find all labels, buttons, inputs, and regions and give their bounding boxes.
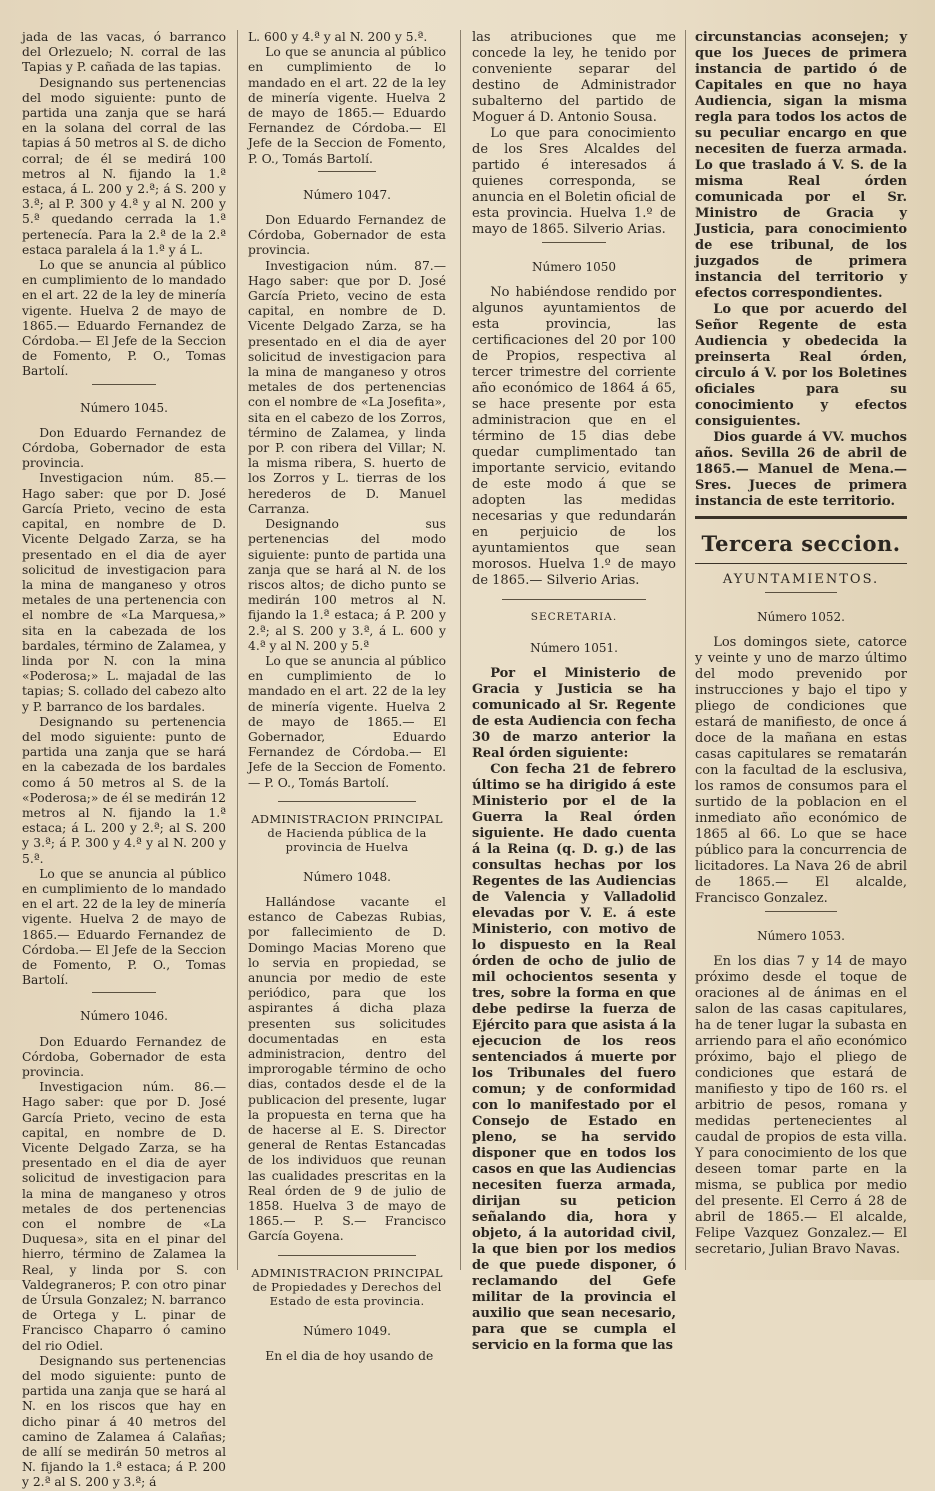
notice-number: Número 1050 (531, 260, 617, 274)
notice-number: Número 1045. (80, 400, 168, 415)
paragraph: Los domingos siete, catorce y veinte y uno de marzo último del modo prevenido por instrucciones y bajo el tipo y pliego de condiciones que estará de manifiesto, de once á doce de la mañana en estas casas capitulares se rematarán con la facultad de la esclusiva, los ramos de consumos para el surtido de la poblacion en el inmediato año económico de 1865 al 66. Lo que se hace público para la concurrencia de licitadores. La Nava 26 de abril de 1865.— El alcalde, Francisco Gonzalez. (695, 635, 907, 906)
divider (695, 516, 907, 519)
divider (765, 911, 837, 912)
paragraph: Investigacion núm. 87.— Hago saber: que por D. José García Prieto, vecino de esta capital, en nombre de D. Vicente Delgado Zarza, se ha presentado en el dia de ayer solicitud de investigacion para la mina de manganeso y otros metales de dos pertenencias con el nombre de «La Josefita», sita en el cabezo de los Zorros, término de Zalamea, y linda por P. con ribera del Villar; N. la misma ribera, S. huerto de los Zorros y L. tierras de los herederos de D. Manuel Carranza. (248, 258, 446, 516)
paragraph: Designando su pertenencia del modo siguiente: punto de partida una zanja que se hará en la cabezada de los bardales como á 50 metros al S. de la «Poderosa;» de él se medirán 12 metros al N. fijando la 1.ª estaca; á L. 200 y 2.ª; al S. 200 y 3.ª; á P. 300 y 4.ª y al N. 200 y 5.ª. (22, 714, 226, 866)
paragraph: Don Eduardo Fernandez de Córdoba, Gobernador de esta provincia. (22, 425, 226, 471)
section-subheading: AYUNTAMIENTOS. (722, 572, 880, 587)
notice-number: Número 1053. (757, 929, 845, 943)
paragraph: Investigacion núm. 85.— Hago saber: que por D. José García Prieto, vecino de esta capital, en nombre de D. Vicente Delgado Zarza, se ha presentado en el dia de ayer solicitud de investigacion para la mina de manganeso y otros metales de una pertenencia con el nombre de «La Marquesa,» sita en la cabezada de los bardales, término de Zalamea, y linda por N. con la mina «Poderosa;» L. majadal de las tapias; S. collado del cabezo alto y P. barranco de los bardales. (22, 471, 227, 714)
divider (318, 171, 376, 172)
column-rule (685, 30, 686, 1270)
paragraph: Lo que se anuncia al público en cumplimiento de lo mandado en el art. 22 de la ley de minería vigente. Huelva 2 de mayo de 1865.— Eduardo Fernandez de Córdoba.— El Jefe de la Seccion de Fomento, P. O., Tomas Bartolí. (22, 866, 226, 988)
paragraph: En el dia de hoy usando de (265, 1348, 434, 1363)
paragraph: Lo que por acuerdo del Señor Regente de esta Audiencia y obedecida la preinserta Real órden, circulo á V. por los Boletines oficiales para su conocimiento y efectos consiguientes. (695, 302, 907, 429)
paragraph: L. 600 y 4.ª y al N. 200 y 5.ª. (248, 30, 428, 44)
divider (765, 592, 837, 593)
column-rule (460, 30, 461, 1270)
section-title: Tercera seccion. (701, 531, 901, 556)
column-1 (22, 30, 227, 1490)
paragraph: Hallándose vacante el estanco de Cabezas Rubias, por fallecimiento de D. Domingo Macias Moreno que lo servia en propiedad, se anuncia por medio de este periódico, para que los aspirantes á dicha plaza presenten sus solicitudes documentadas en esta administracion, dentro del improrogable término de ocho dias, contados desde el de la publicacion del presente, lugar la propuesta en terna que ha de hacerse al E. S. Director general de Rentas Estancadas de los individuos que reunan las cualidades prescritas en la Real órden de 9 de julio de 1858. Huelva 3 de mayo de 1865.— P. S.— Francisco García Goyena. (248, 894, 446, 1244)
divider (695, 563, 907, 564)
divider (502, 599, 646, 600)
divider (92, 992, 156, 993)
section-heading: SECRETARIA. (530, 611, 618, 623)
paragraph: Dios guarde á VV. muchos años. Sevilla 26 de abril de 1865.— Manuel de Mena.— Sres. Jueces de primera instancia de este territorio. (695, 430, 907, 509)
paragraph: Por el Ministerio de Gracia y Justicia se ha comunicado al Sr. Regente de esta Audiencia con fecha 30 de marzo anterior la Real órden siguiente: (472, 666, 676, 761)
notice-number: Número 1047. (303, 187, 391, 202)
paragraph: Designando sus pertenencias del modo siguiente: punto de partida una zanja que se hará al N. de los riscos altos; de dicho punto se medirán 100 metros al N. fijando la 1.ª estaca; á P. 200 y 2.ª; al S. 200 y 3.ª, á L. 600 y 4.ª y al N. 200 y 5.ª (248, 517, 446, 653)
divider (278, 1255, 416, 1256)
paragraph: circunstancias aconsejen; y que los Jueces de primera instancia de partido ó de Capitales en que no haya Audiencia, sigan la misma regla para todos los actos de su peculiar encargo en que necesiten de fuerza armada. Lo que traslado á V. S. de la misma Real órden comunicada por el Sr. Ministro de Gracia y Justicia, para conocimiento de ese tribunal, de los juzgados de primera instancia del territorio y efectos correspondientes. (695, 30, 907, 301)
notice-number: Número 1049. (303, 1323, 391, 1338)
column-rule (237, 30, 238, 1270)
notice-number: Número 1051. (530, 641, 618, 655)
paragraph: Lo que se anuncia al público en cumplimiento de lo mandado en el art. 22 de la ley de minería vigente. Huelva 2 de mayo de 1865.— Eduardo Fernandez de Córdoba.— El Jefe de la Seccion de Fomento, P. O., Tomas Bartolí. (22, 258, 226, 379)
divider (92, 384, 156, 385)
paragraph: Investigacion núm. 86.— Hago saber: que por D. José García Prieto, vecino de esta capital, en nombre de D. Vicente Delgado Zarza, se ha presentado en el dia de ayer solicitud de investigacion para la mina de manganeso y otros metales de dos pertenencias con el nombre de «La Duquesa», sita en el pinar del hierro, término de Zalamea la Real, y linda por S. con Valdegraneros; P. con otro pinar de Úrsula Gonzalez; N. barranco de Ortega y L. pinar de Francisco Chaparro ó camino del rio Odiel. (22, 1080, 226, 1353)
paragraph: las atribuciones que me concede la ley, he tenido por conveniente separar del destino de Administrador subalterno del partido de Moguer á D. Antonio Sousa. (472, 30, 676, 125)
column-4 (695, 30, 907, 1275)
paragraph: jada de las vacas, ó barranco del Orlezuelo; N. corral de las Tapias y P. cañada de las tapias. (22, 30, 226, 75)
notice-number: Número 1052. (757, 610, 845, 624)
section-heading: ADMINISTRACION PRINCIPAL de Hacienda pública de la provincia de Huelva (251, 811, 443, 854)
notice-number: Número 1046. (80, 1009, 168, 1024)
paragraph: Con fecha 21 de febrero último se ha dirigido á este Ministerio por el de la Guerra la Real órden siguiente. He dado cuenta á la Reina (q. D. g.) de las consultas hechas por los Regentes de las Audiencias de Valencia y Valladolid elevadas por V. E. á este Ministerio, con motivo de lo dispuesto en la Real órden de ocho de julio de mil ochocientos sesenta y tres, sobre la forma en que debe pedirse la fuerza de Ejército para que asista á la ejecucion de los reos sentenciados á muerte por los Tribunales del fuero comun; y de conformidad con lo manifestado por el Consejo de Estado en pleno, se ha servido disponer que en todos los casos en que las Audiencias necesiten fuerza armada, dirijan su peticion señalando dia, hora y objeto, á la autoridad civil, la que bien por los medios de que puede disponer, ó reclamando del Gefe militar de la provincia el auxilio que sean necesario, para que se cumpla el servicio en la forma que las (472, 762, 676, 1353)
paragraph: En los dias 7 y 14 de mayo próximo desde el toque de oraciones al de ánimas en el salon de las casas capitulares, ha de tener lugar la subasta en arriendo para el año económico próximo, bajo el pliego de condiciones que estará de manifiesto y tipo de 160 rs. el arbitrio de pesos, romana y medidas pertenecientes al caudal de propios de esta villa. Y para conocimiento de los que deseen tomar parte en la misma, se publica por medio del presente. El Cerro á 28 de abril de 1865.— El alcalde, Felipe Vazquez Gonzalez.— El secretario, Julian Bravo Navas. (695, 954, 907, 1257)
paragraph: Lo que se anuncia al público en cumplimiento de lo mandado en el art. 22 de la ley de minería vigente. Huelva 2 de mayo de 1865.— Eduardo Fernandez de Córdoba.— El Jefe de la Seccion de Fomento, P. O., Tomás Bartolí. (248, 45, 446, 166)
paragraph: Lo que para conocimiento de los Sres Alcaldes del partido é interesados á quienes corresponda, se anuncia en el Boletin oficial de esta provincia. Huelva 1.º de mayo de 1865. Silverio Arias. (472, 126, 676, 237)
column-3 (472, 30, 676, 1353)
divider (542, 242, 606, 243)
paragraph: No habiéndose rendido por algunos ayuntamientos de esta provincia, las certificaciones del 20 por 100 de Propios, respectiva al tercer trimestre del corriente año económico de 1864 á 65, se hace presente por esta administracion que en el término de 15 dias debe quedar cumplimentado tan importante servicio, evitando de este modo á que se adopten las medidas necesarias y que redundarán en perjuicio de los ayuntamientos que sean morosos. Huelva 1.º de mayo de 1865.— Silverio Arias. (472, 285, 676, 588)
paragraph: Designando sus pertenencias del modo siguiente: punto de partida una zanja que se hará en la solana del corral de las tapias á 50 metros al S. de dicho corral; de él se medirá 100 metros al N. fijando la 1.ª estaca, á L. 200 y 2.ª; á S. 200 y 3.ª; al P. 300 y 4.ª y al N. 200 y 5.ª quedando cerrada la 1.ª pertenecía. Para la 2.ª de la 2.ª estaca paralela á la 1.ª y á L. (22, 75, 226, 257)
paragraph: Don Eduardo Fernandez de Córdoba, Gobernador de esta provincia. (248, 213, 446, 258)
divider (278, 801, 416, 802)
paragraph: Don Eduardo Fernandez de Córdoba, Gobernador de esta provincia. (22, 1034, 226, 1079)
section-heading: ADMINISTRACION PRINCIPAL de Propiedades y Derechos del Estado de esta provincia. (251, 1265, 443, 1308)
notice-number: Número 1048. (303, 869, 391, 884)
paragraph: Designando sus pertenencias del modo siguiente: punto de partida una zanja que se hará al N. en los riscos que hay en dicho pinar á 40 metros del camino de Zalamea á Calañas; de allí se medirán 50 metros al N. fijando la 1.ª estaca; á P. 200 y 2.ª al S. 200 y 3.ª; á (22, 1353, 226, 1490)
paragraph: Lo que se anuncia al público en cumplimiento de lo mandado en el art. 22 de la ley de minería vigente. Huelva 2 de mayo de 1865.— El Gobernador, Eduardo Fernandez de Córdoba.— El Jefe de la Seccion de Fomento.— P. O., Tomás Bartolí. (248, 653, 446, 790)
column-2 (248, 30, 446, 1363)
